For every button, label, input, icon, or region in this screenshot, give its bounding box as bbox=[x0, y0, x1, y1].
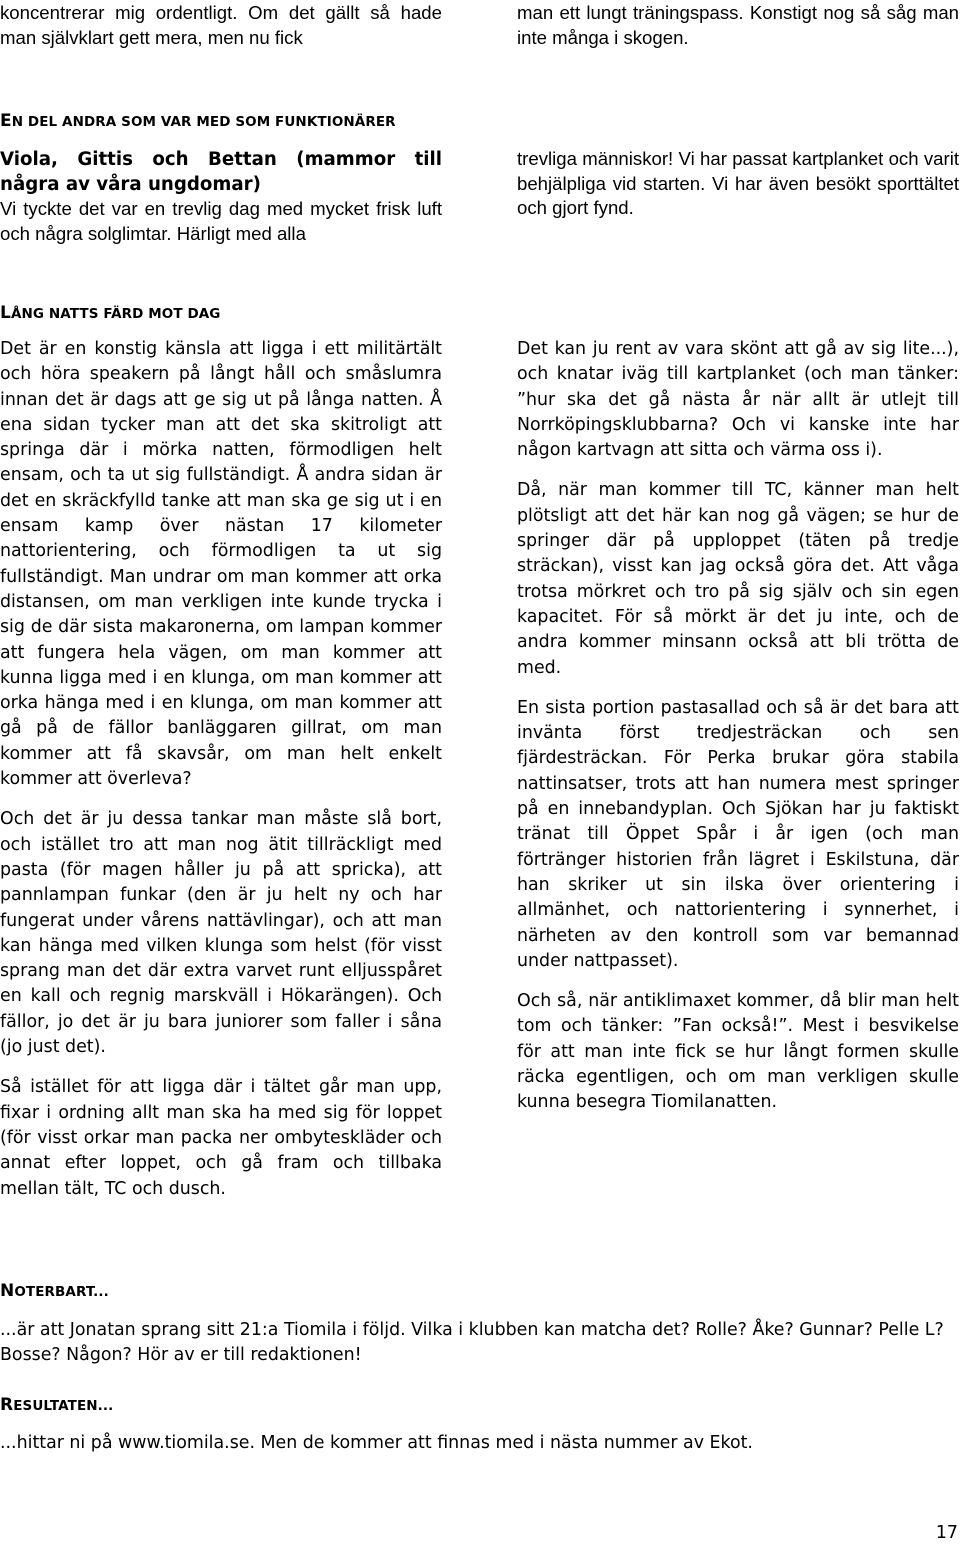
section2-right-paragraph: En sista portion pastasallad och så är det bara att invänta först tredjesträckan och sen fjärdesträckan. För Perka brukar göra stabila nattinsatser, trots att han numera mest springer på en innebandyplan. Och Sjökan har ju faktiskt tränat till Öppet Spår i år igen (och man förtränger historien från lägret i Eskilstuna, där han skriker ut sin ilska över orientering i allmänhet, och nattorientering i synnerhet, i närheten av den kontroll som var bemannad under nattpasset). bbox=[517, 697, 959, 971]
section2-heading-rest: ÅNG NATTS FÄRD MOT DAG bbox=[10, 306, 221, 322]
section2-left-paragraph: Det är en konstig känsla att ligga i ett militärtält och höra speakern på långt håll och småslumra innan det är dags att ge sig ut på långa natten. Å ena sidan tycker man att det ska skitroligt att springa där i mörka natten, förmodligen helt ensam, och ta ut sig fullständigt. Å andra sidan är det en skräckfylld tanke att man ska ge sig ut i en ensam kamp över nästan 17 kilometer nattorientering, och förmodligen ta ut sig fullständigt. Man undrar om man kommer att orka distansen, om man verkligen inte kunde trycka i sig de där sista makaronerna, om lampan kommer att fungera hela vägen, om man kommer att kunna ligga med i en klunga, om man kommer att orka hänga med i en klunga, om man kommer att gå på de fällor banläggaren gillrat, om man kommer att få skavsår, om man helt enkelt kommer att överleva? bbox=[0, 339, 442, 790]
section2-right-paragraph: Det kan ju rent av vara skönt att gå av sig lite...), och knatar iväg till kartplanket (och man tänker: ”hur ska det gå nästa år när allt är utlejt till Norrköpingsklubbarna? Och vi kanske inte har någon kartvagn att sitta och värma oss i). bbox=[517, 339, 959, 461]
resultaten-heading-initial: R bbox=[0, 1395, 14, 1415]
top-left-column bbox=[0, 1, 442, 50]
section2-heading bbox=[0, 303, 221, 323]
section1-right-text: trevliga människor! Vi har passat kartplanket och varit behjälpliga vid starten. Vi har även besökt sporttältet och gjort fynd. bbox=[517, 148, 959, 218]
resultaten-text: ...hittar ni på www.tiomila.se. Men de kommer att finnas med i nästa nummer av Ekot. bbox=[0, 1433, 753, 1453]
section2-right-paragraph: Då, när man kommer till TC, känner man helt plötsligt att det här kan nog gå vägen; se hur de springer där på upploppet (täten på tredje sträckan), visst kan jag också göra det. Att våga trotsa mörkret och tro på sig själv och sin egen kapacitet. För så mörkt är det ju inte, och de andra kommer minsann också att bli trötta de med. bbox=[517, 480, 959, 678]
top-right-column bbox=[517, 1, 959, 50]
top-left-text: koncentrerar mig ordentligt. Om det gällt så hade man självklart gett mera, men nu fick bbox=[0, 2, 442, 48]
section2-left-paragraph: Så istället för att ligga där i tältet går man upp, fixar i ordning allt man ska ha med sig för loppet (för visst orkar man packa ner ombyteskläder och annat efter loppet, och gå fram och tillbaka mellan tält, TC och dusch. bbox=[0, 1077, 442, 1199]
section1-left-column bbox=[0, 147, 442, 246]
section2-left-column bbox=[0, 337, 442, 1217]
section2-heading-initial: L bbox=[0, 303, 11, 323]
section1-heading-initial: E bbox=[0, 111, 12, 131]
section2-right-column bbox=[517, 337, 959, 1131]
section2-left-paragraph: Och det är ju dessa tankar man måste slå bort, och istället tro att man nog ätit tillräckligt med pasta (för magen håller ju på att spricka), att pannlampan funkar (den är ju helt ny och har fungerat under vårens nattävlingar), och att man kan hänga med vilken klunga som helst (för visst sprang man det där extra varvet runt elljusspåret en kall och regnig marskväll i Hökarängen). Och fällor, jo det är ju bara juniorer som faller i såna (jo just det). bbox=[0, 809, 442, 1058]
noterbart-heading-initial: N bbox=[0, 1281, 15, 1301]
resultaten-heading bbox=[0, 1395, 113, 1415]
section1-subheading: Viola, Gittis och Bettan (mammor till några av våra ungdomar) bbox=[0, 149, 442, 195]
noterbart-heading-rest: OTERBART... bbox=[14, 1284, 109, 1300]
noterbart-text: ...är att Jonatan sprang sitt 21:a Tiomila i följd. Vilka i klubben kan matcha det? Rolle? Åke? Gunnar? Pelle L? Bosse? Någon? Hör av er till redaktionen! bbox=[0, 1320, 944, 1366]
noterbart-heading bbox=[0, 1281, 109, 1301]
top-right-text: man ett lungt träningspass. Konstigt nog så såg man inte många i skogen. bbox=[517, 2, 959, 48]
section1-right-column bbox=[517, 147, 959, 221]
section1-left-text: Vi tyckte det var en trevlig dag med mycket frisk luft och några solglimtar. Härligt med alla bbox=[0, 198, 442, 244]
section1-heading-rest: N DEL ANDRA SOM VAR MED SOM FUNKTIONÄRER bbox=[11, 114, 396, 130]
section2-right-paragraph: Och så, när antiklimaxet kommer, då blir man helt tom och tänker: ”Fan också!”. Mest i besvikelse för att man inte fick se hur långt formen skulle räcka egentligen, och om man verkligen skulle kunna besegra Tiomilanatten. bbox=[517, 991, 959, 1113]
page-number: 17 bbox=[935, 1523, 958, 1543]
section1-heading bbox=[0, 111, 396, 131]
resultaten-heading-rest: ESULTATEN... bbox=[13, 1398, 114, 1414]
